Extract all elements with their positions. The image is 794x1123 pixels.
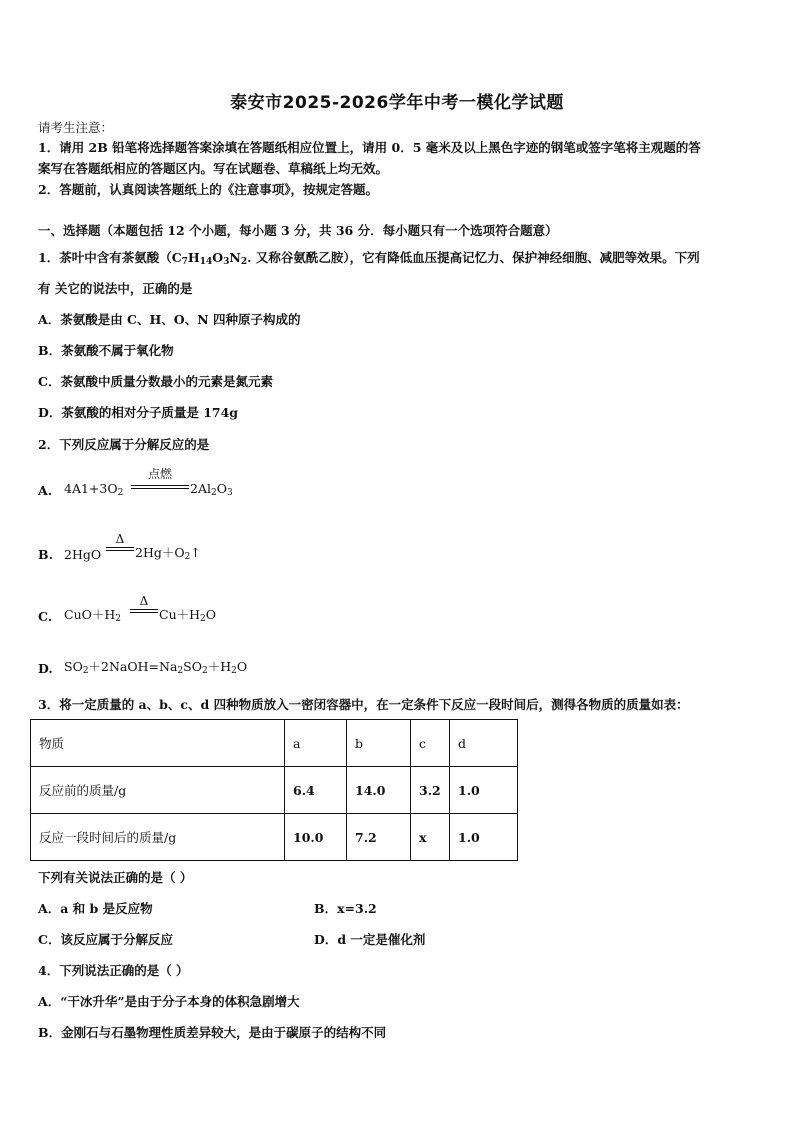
equals-bar bbox=[106, 550, 134, 551]
option-label: C. bbox=[38, 609, 53, 624]
table-cell: 14.0 bbox=[347, 767, 411, 814]
table-cell: 反应前的质量/g bbox=[31, 767, 285, 814]
table-row bbox=[31, 767, 518, 814]
table-cell: 7.2 bbox=[347, 814, 411, 861]
table-cell: 1.0 bbox=[450, 814, 518, 861]
q3-stem: 3．将一定质量的 a、b、c、d 四种物质放入一密闭容器中，在一定条件下反应一段时间后，测得各物质的质量如表： bbox=[38, 697, 689, 712]
q4-stem: 4．下列说法正确的是（ ） bbox=[38, 963, 189, 978]
q2-option-b bbox=[38, 532, 338, 562]
q2-option-c bbox=[38, 594, 338, 624]
option-label: B. bbox=[38, 547, 53, 562]
equals-bar bbox=[131, 488, 189, 489]
q3-option-b: B．x=3.2 bbox=[314, 901, 377, 916]
q1-option-c: C．茶氨酸中质量分数最小的元素是氮元素 bbox=[38, 374, 273, 389]
equation-products: $Cu+H_2O$ bbox=[159, 607, 217, 624]
equation-products: $2Al_2O_3$ bbox=[190, 481, 233, 498]
option-label: D. bbox=[38, 661, 53, 676]
q1-option-b: B．茶氨酸不属于氧化物 bbox=[38, 343, 174, 358]
table-header-cell: a bbox=[285, 720, 347, 767]
notice-item-1-cont: 案写在答题纸相应的答题区内。写在试题卷、草稿纸上均无效。 bbox=[38, 161, 389, 176]
q1-stem bbox=[38, 250, 700, 270]
notice-item-2: 2．答题前，认真阅读答题纸上的《注意事项》，按规定答题。 bbox=[38, 182, 378, 197]
option-label: A. bbox=[38, 483, 53, 498]
notice-heading: 请考生注意： bbox=[38, 120, 114, 135]
equation-reactants: $CuO+H_2$ bbox=[64, 607, 121, 624]
table-header-cell: b bbox=[347, 720, 411, 767]
q3-question: 下列有关说法正确的是（ ） bbox=[38, 870, 193, 885]
exam-title: 泰安市2025-2026学年中考一模化学试题 bbox=[230, 93, 564, 113]
equation-products: $2Hg+O_2↑$ bbox=[135, 545, 201, 562]
q1-formula: $C_7H_{14}O_3N_2$ bbox=[171, 250, 248, 267]
q3-option-d: D．d 一定是催化剂 bbox=[314, 932, 426, 947]
q2-option-a bbox=[38, 468, 338, 498]
q3-option-c: C．该反应属于分解反应 bbox=[38, 932, 173, 947]
table-cell: x bbox=[411, 814, 450, 861]
notice-item-1: 1．请用 2B 铅笔将选择题答案涂填在答题纸相应位置上，请用 0．5 毫米及以上黑色字迹的钢笔或签字笔将主观题的答 bbox=[38, 140, 701, 155]
table-cell: 6.4 bbox=[285, 767, 347, 814]
equals-bar bbox=[130, 612, 158, 613]
q4-option-a: A．“干冰升华”是由于分子本身的体积急剧增大 bbox=[38, 994, 300, 1009]
q1-option-a: A．茶氨酸是由 C、H、O、N 四种原子构成的 bbox=[38, 312, 301, 327]
table-header-cell: 物质 bbox=[31, 720, 285, 767]
section-heading: 一、选择题（本题包括 12 个小题，每小题 3 分，共 36 分．每小题只有一个选项符合题意） bbox=[38, 223, 558, 238]
equation-reactants: 2HgO bbox=[64, 547, 102, 562]
equals-bar bbox=[130, 609, 158, 610]
q2-option-d bbox=[38, 646, 338, 676]
q1-stem-end: 有 关它的说法中，正确的是 bbox=[38, 281, 193, 296]
equation-reactants: $4A1+3O_2$ bbox=[64, 481, 124, 498]
q4-option-b: B．金刚石与石墨物理性质差异较大，是由于碳原子的结构不同 bbox=[38, 1025, 387, 1040]
q3-option-a: A．a 和 b 是反应物 bbox=[38, 901, 153, 916]
table-cell: 反应一段时间后的质量/g bbox=[31, 814, 285, 861]
table-cell: 10.0 bbox=[285, 814, 347, 861]
table-header-cell: d bbox=[450, 720, 518, 767]
table-row bbox=[31, 814, 518, 861]
table-cell: 3.2 bbox=[411, 767, 450, 814]
table-header-row bbox=[31, 720, 518, 767]
table-cell: 1.0 bbox=[450, 767, 518, 814]
table-header-cell: c bbox=[411, 720, 450, 767]
reaction-condition: 点燃 bbox=[147, 467, 172, 481]
q1-option-d: D．茶氨酸的相对分子质量是 174g bbox=[38, 405, 239, 420]
equals-bar bbox=[106, 547, 134, 548]
q1-stem-middle: . 又称谷氨酰乙胺），它有降低血压提高记忆力、保护神经细胞、减肥等效果。下列 bbox=[247, 250, 700, 265]
mass-table bbox=[30, 719, 518, 861]
equation-text: $SO_2+2NaOH=Na_2SO_2+H_2O$ bbox=[64, 659, 248, 676]
reaction-condition: Δ bbox=[139, 594, 149, 608]
q1-stem-start: 1．茶叶中含有茶氨酸（ bbox=[38, 250, 172, 265]
equals-bar bbox=[131, 485, 189, 486]
reaction-condition: Δ bbox=[115, 532, 125, 546]
q2-stem: 2．下列反应属于分解反应的是 bbox=[38, 437, 210, 452]
